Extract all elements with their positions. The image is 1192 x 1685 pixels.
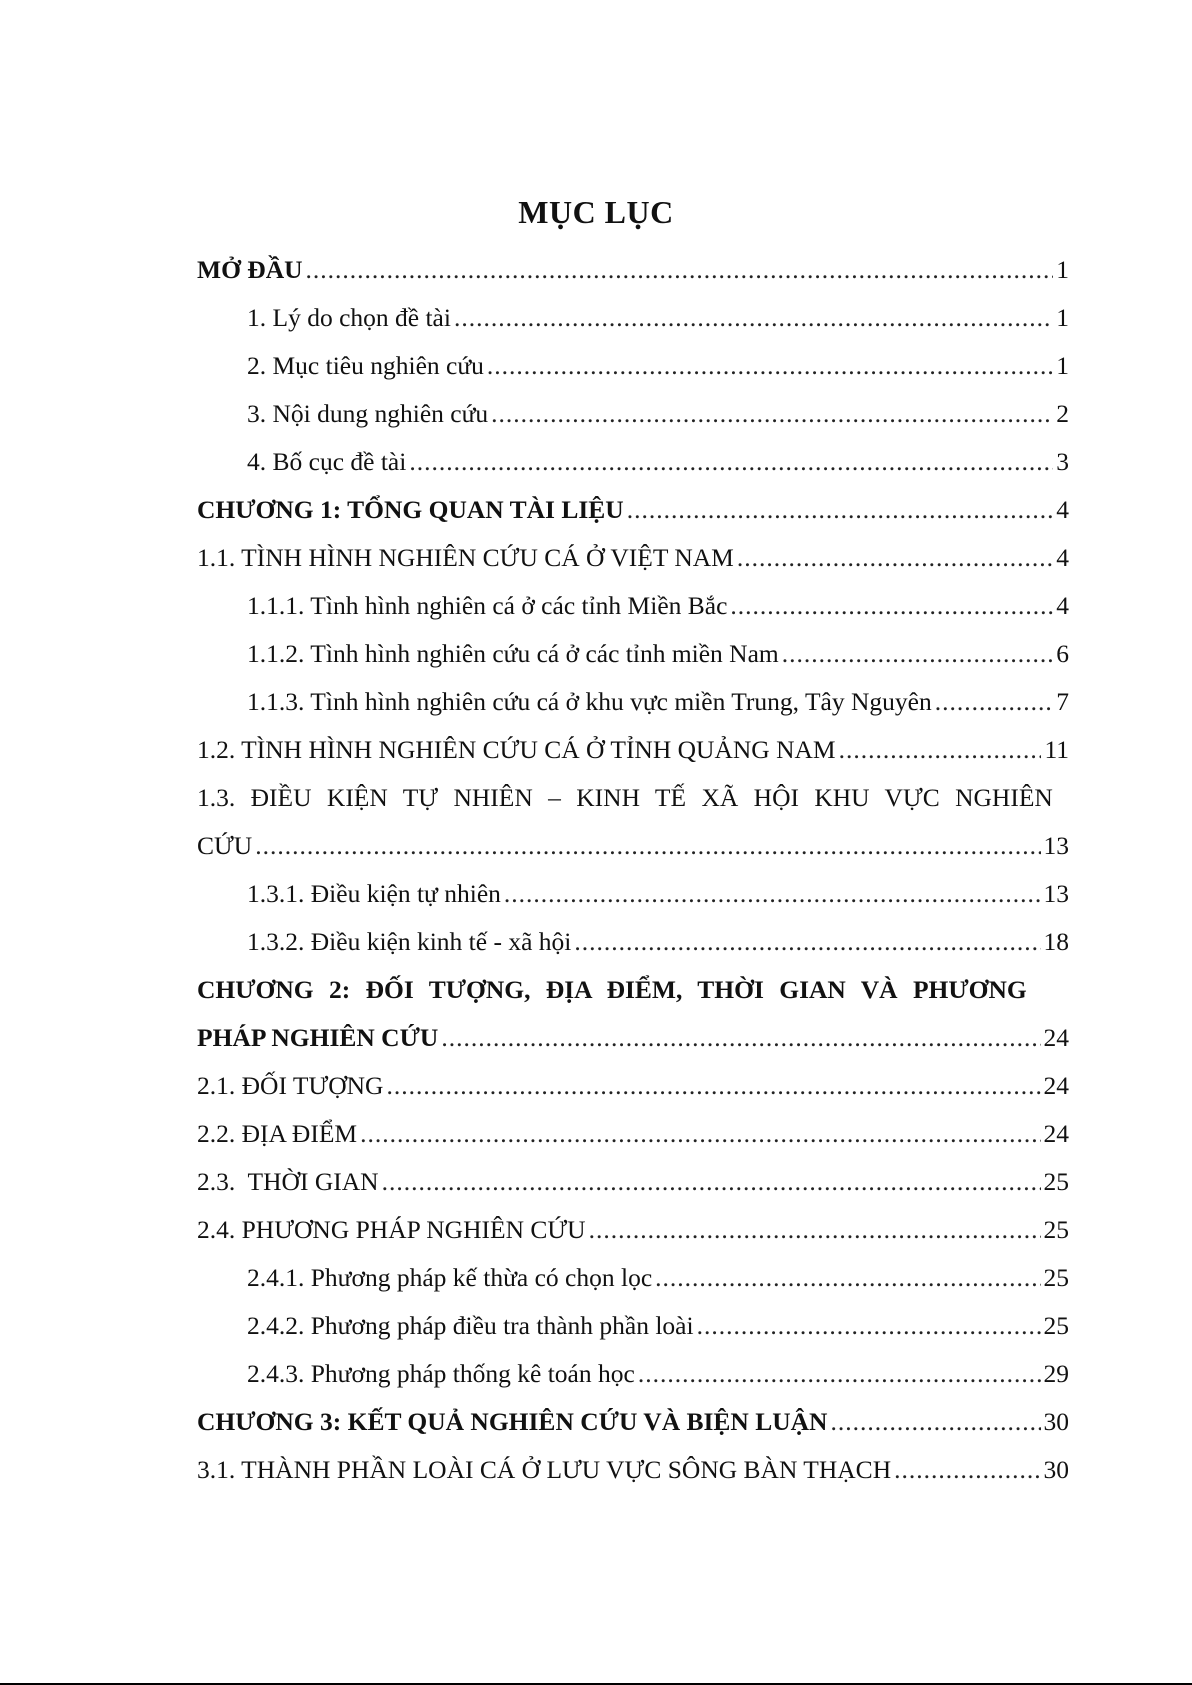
toc-page-number: 13 xyxy=(1043,879,1069,908)
toc-entry-3-1 xyxy=(197,1446,1069,1494)
dot-leader xyxy=(627,486,1054,534)
toc-page-number: 25 xyxy=(1043,1311,1069,1340)
toc-entry-1-1-2 xyxy=(197,630,1069,678)
toc-entry-text: 2.1. ĐỐI TƯỢNG xyxy=(197,1071,384,1100)
toc-page-number: 3 xyxy=(1056,447,1069,476)
dot-leader xyxy=(638,1350,1041,1398)
toc-entry-1-3-1 xyxy=(197,870,1069,918)
toc-entry-text: CHƯƠNG 2: ĐỐI TƯỢNG, ĐỊA ĐIỂM, THỜI GIAN VÀ PHƯƠNG xyxy=(197,975,1027,1004)
toc-entry-text: MỞ ĐẦU xyxy=(197,255,303,284)
toc-entry-1-1 xyxy=(197,534,1069,582)
toc-entry-chuong-3 xyxy=(197,1398,1069,1446)
toc-entry-1-1-3 xyxy=(197,678,1069,726)
toc-page-number: 24 xyxy=(1043,1071,1069,1100)
toc-page-number: 2 xyxy=(1056,399,1069,428)
toc-entry-text: 2.4.1. Phương pháp kế thừa có chọn lọc xyxy=(247,1263,653,1292)
toc-entry-noi-dung xyxy=(197,390,1069,438)
toc-entry-text: 1.2. TÌNH HÌNH NGHIÊN CỨU CÁ Ở TỈNH QUẢNG NAM xyxy=(197,735,836,764)
toc-entry-text: 1.3.2. Điều kiện kinh tế - xã hội xyxy=(247,927,572,956)
toc-entry-text: 2.4.2. Phương pháp điều tra thành phần loài xyxy=(247,1311,694,1340)
toc-entry-1-1-1 xyxy=(197,582,1069,630)
dot-leader xyxy=(504,870,1041,918)
dot-leader xyxy=(737,534,1053,582)
dot-leader xyxy=(360,1110,1040,1158)
dot-leader xyxy=(487,342,1053,390)
toc-entry-2-4-2 xyxy=(197,1302,1069,1350)
toc-entry-text: 1. Lý do chọn đề tài xyxy=(247,303,451,332)
toc-entry-2-1 xyxy=(197,1062,1069,1110)
toc-page-number: 25 xyxy=(1043,1215,1069,1244)
toc-entry-text: 2.4.3. Phương pháp thống kê toán học xyxy=(247,1359,635,1388)
toc-entry-text: 1.1.2. Tình hình nghiên cứu cá ở các tỉnh miền Nam xyxy=(247,639,779,668)
dot-leader xyxy=(441,1014,1040,1062)
dot-leader xyxy=(491,390,1053,438)
toc-entry-2-4-1 xyxy=(197,1254,1069,1302)
toc-entry-1-3-cont xyxy=(197,822,1069,870)
toc-entry-mo-dau xyxy=(197,246,1069,294)
toc-entry-2-4-3 xyxy=(197,1350,1069,1398)
page-title: MỤC LỤC xyxy=(518,194,674,230)
toc-page-number: 11 xyxy=(1044,735,1069,764)
table-of-contents xyxy=(197,246,1069,1494)
toc-entry-2-2 xyxy=(197,1110,1069,1158)
toc-page-number: 24 xyxy=(1043,1119,1069,1148)
dot-leader xyxy=(574,918,1040,966)
dot-leader xyxy=(409,438,1053,486)
dot-leader xyxy=(382,1158,1041,1206)
toc-entry-text: 2. Mục tiêu nghiên cứu xyxy=(247,351,484,380)
dot-leader xyxy=(306,246,1054,294)
dot-leader xyxy=(830,1398,1040,1446)
toc-entry-text: 1.3. ĐIỀU KIỆN TỰ NHIÊN – KINH TẾ XÃ HỘI KHU VỰC NGHIÊN xyxy=(197,783,1053,812)
toc-page-number: 13 xyxy=(1043,831,1069,860)
toc-entry-text: CHƯƠNG 1: TỔNG QUAN TÀI LIỆU xyxy=(197,495,624,524)
dot-leader xyxy=(894,1446,1040,1494)
toc-entry-chuong-1 xyxy=(197,486,1069,534)
toc-page-number: 1 xyxy=(1056,351,1069,380)
toc-entry-bo-cuc xyxy=(197,438,1069,486)
toc-entry-chuong-2-cont xyxy=(197,1014,1069,1062)
toc-entry-2-4 xyxy=(197,1206,1069,1254)
toc-entry-text: PHÁP NGHIÊN CỨU xyxy=(197,1023,439,1052)
toc-entry-text: 2.2. ĐỊA ĐIỂM xyxy=(197,1119,358,1148)
dot-leader xyxy=(935,678,1054,726)
dot-leader xyxy=(782,630,1053,678)
toc-page-number: 4 xyxy=(1056,495,1069,524)
toc-page-number: 29 xyxy=(1043,1359,1069,1388)
toc-entry-text: 1.1.3. Tình hình nghiên cứu cá ở khu vực miền Trung, Tây Nguyên xyxy=(247,687,932,716)
toc-entry-text: 3.1. THÀNH PHẦN LOÀI CÁ Ở LƯU VỰC SÔNG BÀN THẠCH xyxy=(197,1455,892,1484)
toc-page-number: 25 xyxy=(1043,1263,1069,1292)
toc-entry-ly-do xyxy=(197,294,1069,342)
toc-entry-chuong-2 xyxy=(197,966,1069,1014)
toc-entry-text: CỨU xyxy=(197,831,253,860)
toc-entry-text: 2.4. PHƯƠNG PHÁP NGHIÊN CỨU xyxy=(197,1215,586,1244)
dot-leader xyxy=(697,1302,1041,1350)
toc-entry-text: 2.3. THỜI GIAN xyxy=(197,1167,379,1196)
toc-entry-1-3 xyxy=(197,774,1069,822)
toc-entry-text: CHƯƠNG 3: KẾT QUẢ NGHIÊN CỨU VÀ BIỆN LUẬN xyxy=(197,1407,828,1436)
toc-entry-1-2 xyxy=(197,726,1069,774)
toc-page-number: 4 xyxy=(1056,543,1069,572)
dot-leader xyxy=(589,1206,1041,1254)
toc-page-number: 6 xyxy=(1056,639,1069,668)
toc-entry-2-3 xyxy=(197,1158,1069,1206)
toc-entry-1-3-2 xyxy=(197,918,1069,966)
toc-entry-text: 1.1. TÌNH HÌNH NGHIÊN CỨU CÁ Ở VIỆT NAM xyxy=(197,543,734,572)
dot-leader xyxy=(255,822,1040,870)
dot-leader xyxy=(839,726,1042,774)
toc-entry-text: 4. Bố cục đề tài xyxy=(247,447,407,476)
toc-page-number: 25 xyxy=(1043,1167,1069,1196)
dot-leader xyxy=(386,1062,1040,1110)
toc-page-number: 1 xyxy=(1056,303,1069,332)
toc-page-number: 30 xyxy=(1043,1407,1069,1436)
toc-entry-muc-tieu xyxy=(197,342,1069,390)
dot-leader xyxy=(655,1254,1040,1302)
toc-page-number: 24 xyxy=(1043,1023,1069,1052)
toc-entry-text: 3. Nội dung nghiên cứu xyxy=(247,399,489,428)
toc-page-number: 7 xyxy=(1056,687,1069,716)
toc-entry-text: 1.1.1. Tình hình nghiên cá ở các tỉnh Miền Bắc xyxy=(247,591,728,620)
toc-page-number: 4 xyxy=(1056,591,1069,620)
dot-leader xyxy=(730,582,1053,630)
toc-page-number: 18 xyxy=(1043,927,1069,956)
toc-entry-text: 1.3.1. Điều kiện tự nhiên xyxy=(247,879,501,908)
dot-leader xyxy=(454,294,1053,342)
toc-page-number: 1 xyxy=(1056,255,1069,284)
toc-page-number: 30 xyxy=(1043,1455,1069,1484)
